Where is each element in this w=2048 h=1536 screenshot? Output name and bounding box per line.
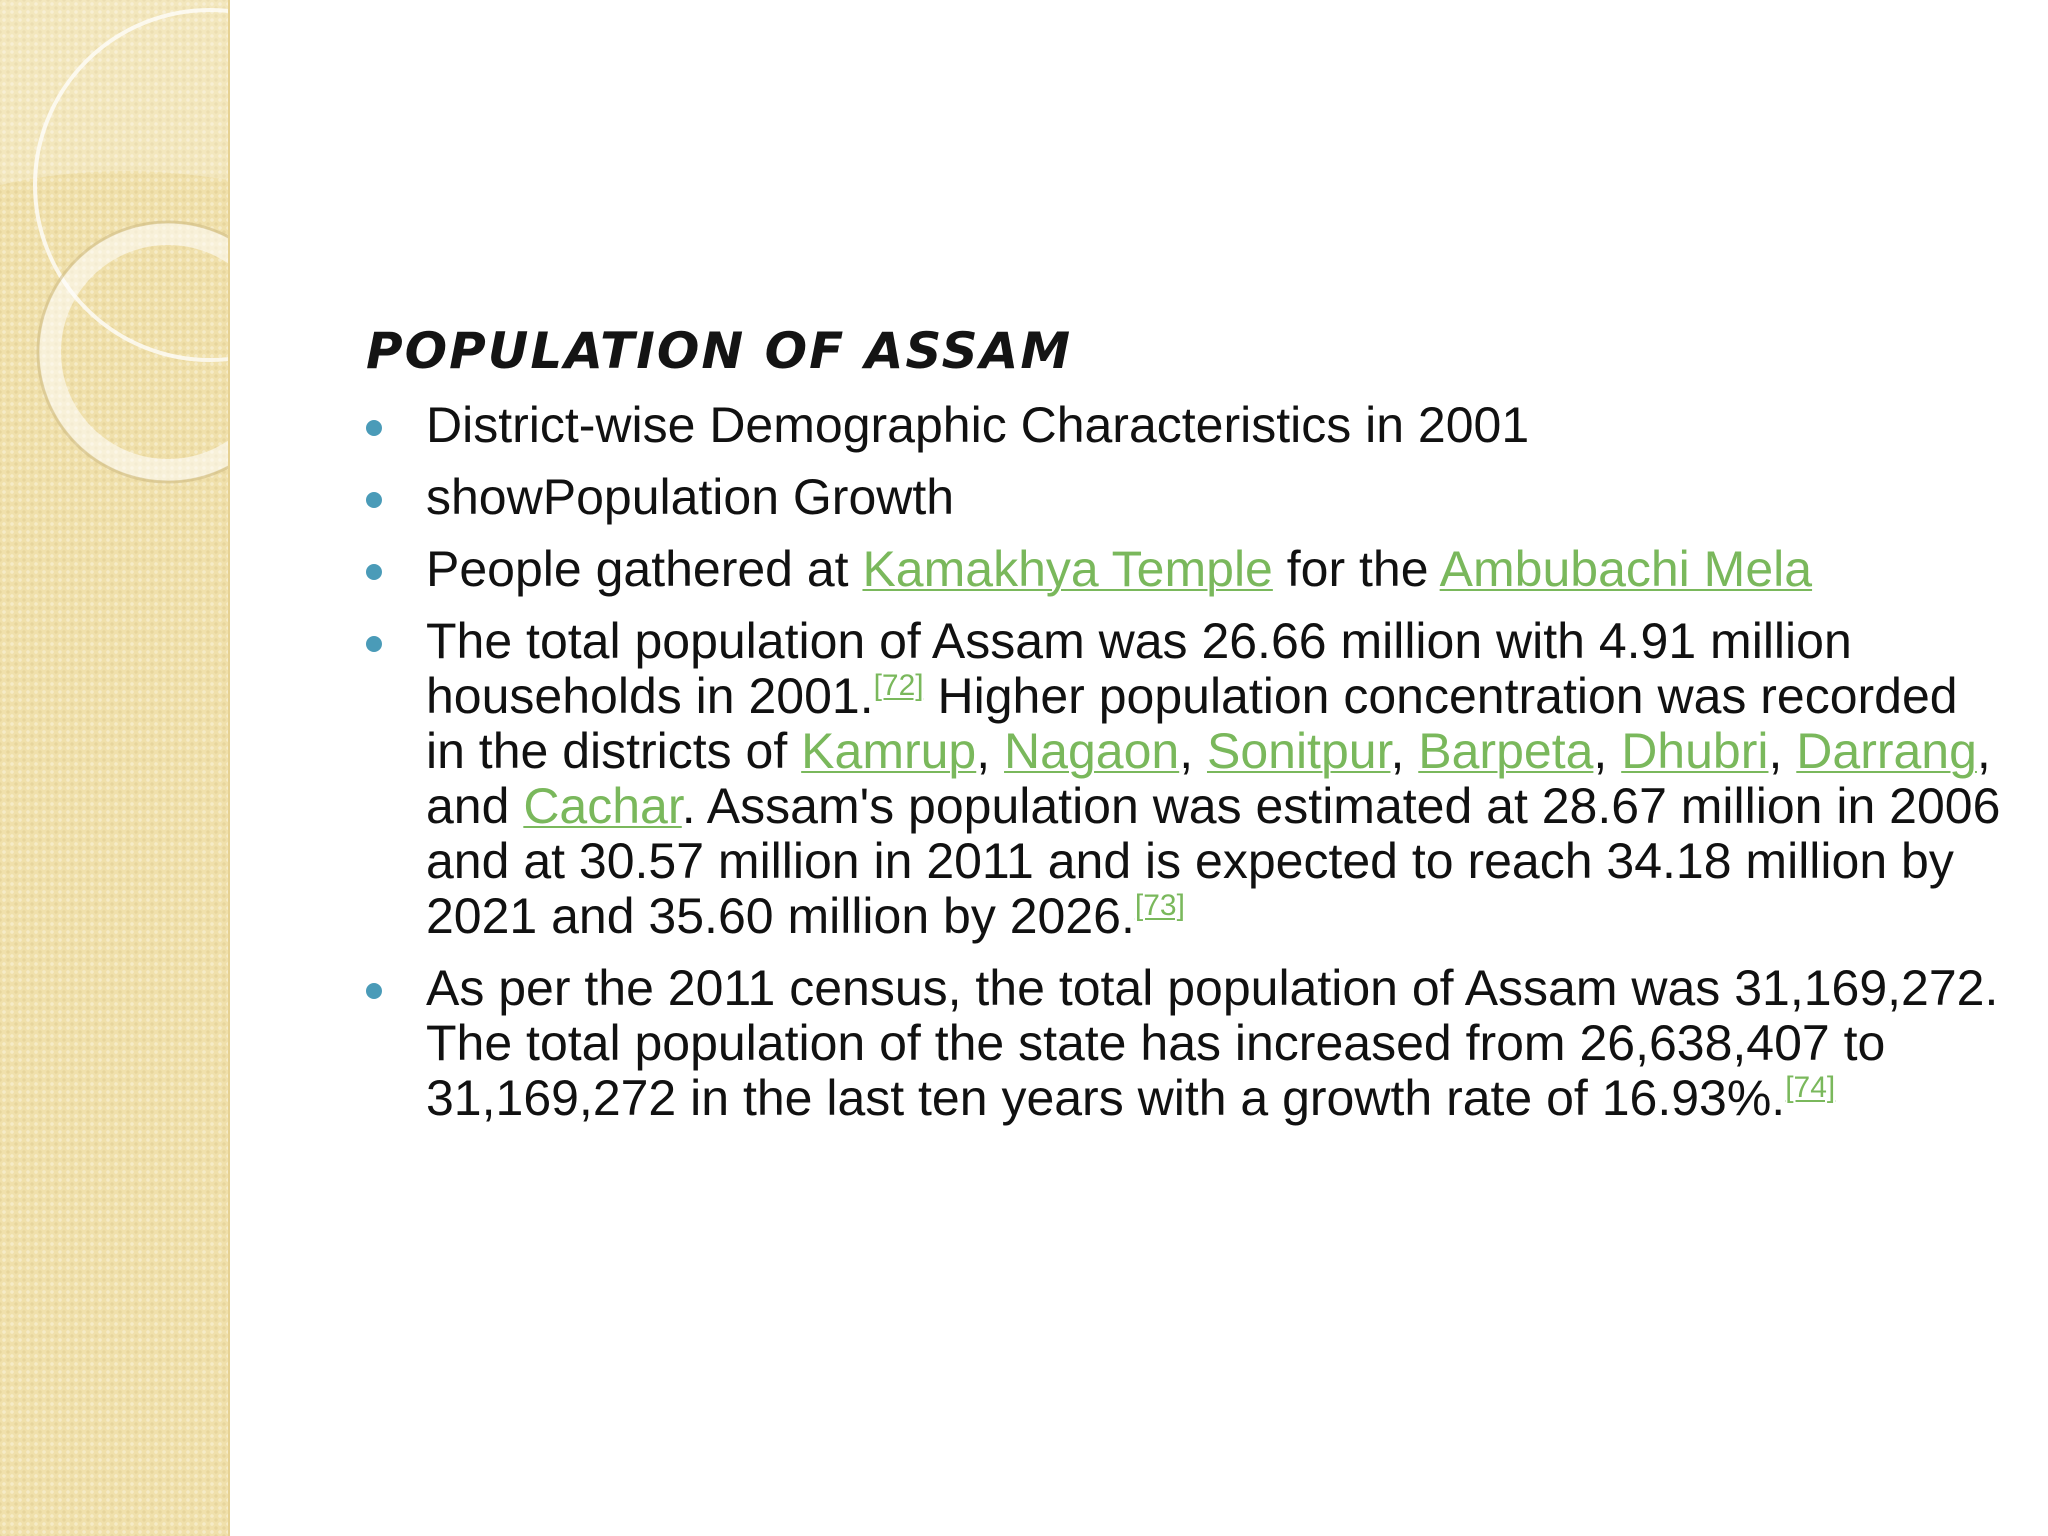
bullet-list: [366, 398, 2006, 1143]
bullet-item: The total population of Assam was 26.66 million with 4.91 million households in 2001.[72] Higher population concentration was recorded in the districts of Kamrup, Nagaon, Sonitpur, Barpeta, Dhubri, Darrang, and Cachar. Assam's population was estimated at 28.67 million in 2006 and at 30.57 million in 2011 and is expected to reach 34.18 million by 2021 and 35.60 million by 2026.[73]: [366, 614, 2006, 944]
reference-link-73[interactable]: [73]: [1134, 889, 1185, 922]
link-barpeta[interactable]: Barpeta: [1418, 723, 1594, 779]
link-cachar[interactable]: Cachar: [523, 778, 682, 834]
link-ambubachi-mela[interactable]: Ambubachi Mela: [1439, 541, 1813, 597]
link-kamrup[interactable]: Kamrup: [801, 723, 977, 779]
bullet-icon: [366, 420, 382, 436]
reference-link-74[interactable]: [74]: [1785, 1071, 1836, 1104]
link-nagaon[interactable]: Nagaon: [1004, 723, 1180, 779]
slide-title: POPULATION OF ASSAM: [366, 322, 1073, 380]
link-kamakhya-temple[interactable]: Kamakhya Temple: [862, 541, 1273, 597]
link-darrang[interactable]: Darrang: [1796, 723, 1977, 779]
bullet-icon: [366, 636, 382, 652]
decorative-side-band: [0, 0, 230, 1536]
bullet-icon: [366, 564, 382, 580]
reference-link-72[interactable]: [72]: [873, 669, 924, 702]
bullet-icon: [366, 492, 382, 508]
bullet-item: showPopulation Growth: [366, 470, 2006, 525]
bullet-item: As per the 2011 census, the total population of Assam was 31,169,272. The total population of the state has increased from 26,638,407 to 31,169,272 in the last ten years with a growth rate of 16.93%.[74]: [366, 961, 2006, 1126]
bullet-item: District-wise Demographic Characteristics in 2001: [366, 398, 2006, 453]
link-dhubri[interactable]: Dhubri: [1621, 723, 1769, 779]
bullet-icon: [366, 983, 382, 999]
decorative-rings: [0, 0, 228, 1536]
bullet-item: People gathered at Kamakhya Temple for the Ambubachi Mela: [366, 542, 2006, 597]
link-sonitpur[interactable]: Sonitpur: [1206, 723, 1391, 779]
